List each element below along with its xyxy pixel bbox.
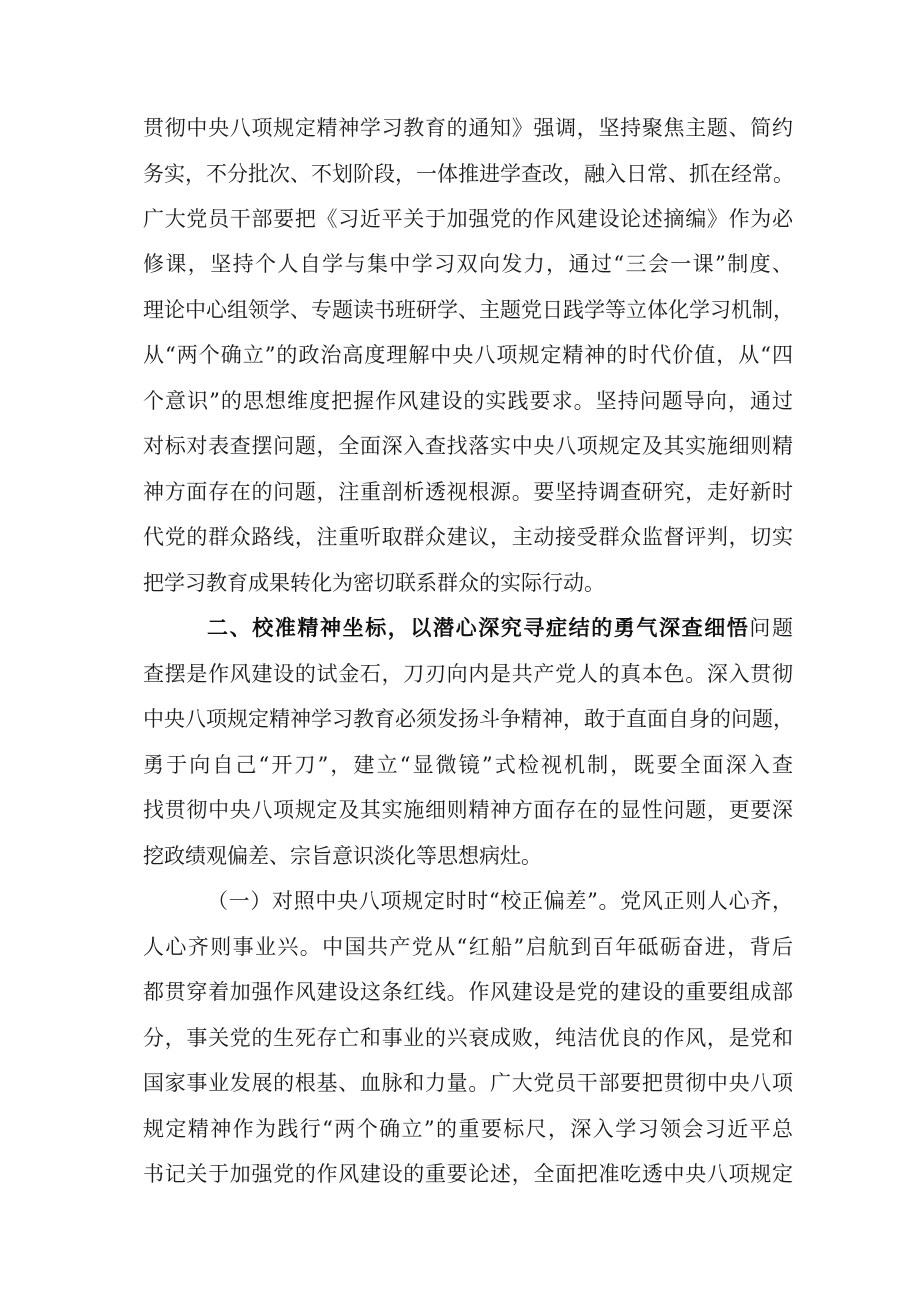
body-text-line: 神方面存在的问题，注重剖析透视根源。要坚持调查研究，走好新时 bbox=[143, 480, 793, 504]
body-text-line: 勇于向自己“开刀”，建立“显微镜”式检视机制，既要全面深入查 bbox=[143, 753, 793, 777]
subsection-heading-line: （一）对照中央八项规定时时“校正偏差”。党风正则人心齐， bbox=[207, 889, 793, 913]
body-text-line: 书记关于加强党的作风建设的重要论述，全面把准吃透中央八项规定 bbox=[143, 1162, 793, 1186]
section-heading-line bbox=[207, 608, 793, 648]
body-text-line: 国家事业发展的根基、血脉和力量。广大党员干部要把贯彻中央八项 bbox=[143, 1071, 793, 1095]
section-heading: 二、校准精神坐标，以潜心深究寻症结的勇气深查细悟 bbox=[207, 616, 750, 640]
body-text-line: 修课，坚持个人自学与集中学习双向发力，通过“三会一课”制度、 bbox=[143, 252, 793, 276]
body-text-line: 务实，不分批次、不划阶段，一体推进学查改，融入日常、抓在经常。 bbox=[143, 162, 794, 186]
body-text-line: 人心齐则事业兴。中国共产党从“红船”启航到百年砥砺奋进，背后 bbox=[143, 935, 793, 959]
body-text-line: 把学习教育成果转化为密切联系群众的实际行动。 bbox=[143, 571, 605, 595]
body-text-line: 分，事关党的生死存亡和事业的兴衰成败，纯洁优良的作风，是党和 bbox=[143, 1026, 793, 1050]
body-text-line: 代党的群众路线，注重听取群众建议，主动接受群众监督评判，切实 bbox=[143, 525, 793, 549]
body-text-line: 个意识”的思想维度把握作风建设的实践要求。坚持问题导向，通过 bbox=[143, 389, 793, 413]
body-text-line: 广大党员干部要把《习近平关于加强党的作风建设论述摘编》作为必 bbox=[143, 207, 793, 231]
body-text-line: 规定精神作为践行“两个确立”的重要标尺，深入学习领会习近平总 bbox=[143, 1117, 793, 1141]
body-text-line: 对标对表查摆问题，全面深入查找落实中央八项规定及其实施细则精 bbox=[143, 434, 793, 458]
body-text-line: 从“两个确立”的政治高度理解中央八项规定精神的时代价值，从“四 bbox=[143, 343, 793, 367]
body-text-line: 贯彻中央八项规定精神学习教育的通知》强调，坚持聚焦主题、简约 bbox=[143, 116, 793, 140]
body-text-line: 找贯彻中央八项规定及其实施细则精神方面存在的显性问题，更要深 bbox=[143, 798, 793, 822]
body-text-line: 都贯穿着加强作风建设这条红线。作风建设是党的建设的重要组成部 bbox=[143, 980, 793, 1004]
body-text-line: 查摆是作风建设的试金石，刀刃向内是共产党人的真本色。深入贯彻 bbox=[143, 662, 793, 686]
body-text-line: 中央八项规定精神学习教育必须发扬斗争精神，敢于直面自身的问题， bbox=[143, 707, 794, 731]
body-text-line: 理论中心组领学、专题读书班研学、主题党日践学等立体化学习机制， bbox=[143, 298, 794, 322]
body-text-line: 挖政绩观偏差、宗旨意识淡化等思想病灶。 bbox=[143, 844, 542, 868]
section-heading-tail: 问题 bbox=[749, 616, 794, 640]
